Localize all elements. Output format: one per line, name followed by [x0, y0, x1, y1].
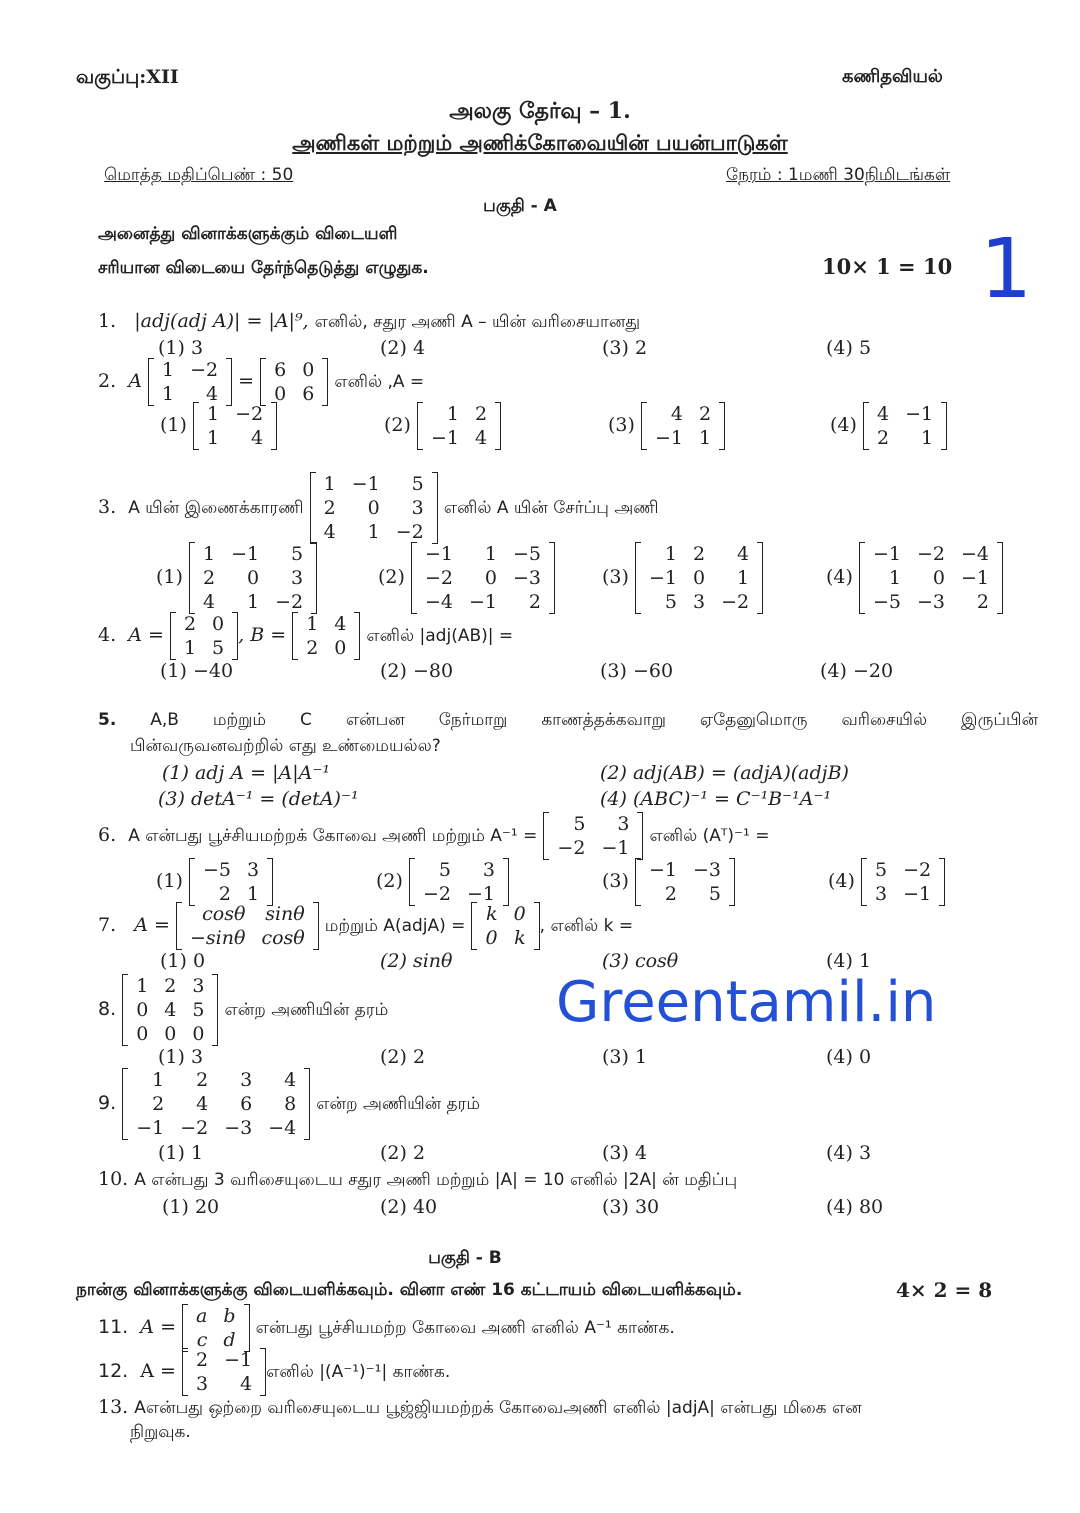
test-title: அலகு தேர்வு – 1.	[449, 98, 631, 124]
q13-number: 13.	[98, 1396, 129, 1418]
q3-number: 3.	[98, 496, 117, 518]
q1-option-1: (1) 3	[158, 337, 204, 359]
question-1	[98, 310, 640, 334]
q12-matrix: 2 −1 3 4	[182, 1348, 266, 1396]
q6-matrix: 5 3 −2 −1	[543, 812, 643, 860]
q8-text: என்ற அணியின் தரம்	[224, 1000, 389, 1020]
q2-matrix-right: 6 0 0 6	[260, 358, 328, 406]
q6-option-1: (1) −5 3 2 1	[156, 858, 273, 906]
q4-option-3: (3) −60	[600, 660, 674, 682]
q1-expression: |adj(adj A)| = |A|⁹,	[134, 310, 309, 332]
q4-option-1: (1) −40	[160, 660, 234, 682]
question-8	[98, 974, 388, 1046]
q10-number: 10.	[98, 1168, 129, 1190]
page-number: 1	[980, 222, 1033, 317]
question-4: 4. A = 2 0 1 5 , B = 1 4 2 0 எனில் |adj(AB)| =	[98, 613, 514, 659]
q3-option-1: (1) 1 −1 5 2 0 3 4 1 −2	[156, 542, 317, 614]
q9-text: என்ற அணியின் தரம்	[316, 1094, 481, 1114]
q2-number: 2.	[98, 370, 117, 392]
part-a-instruction-2: சரியான விடையை தேர்ந்தெடுத்து எழுதுக.	[98, 258, 429, 278]
watermark: Greentamil.in	[556, 970, 937, 1035]
q11-number: 11.	[98, 1316, 129, 1338]
exam-time: நேரம் : 1மணி 30நிமிடங்கள்	[726, 165, 951, 185]
q7-number: 7.	[98, 914, 117, 936]
q2-option-3: (3) 4 2 −1 1	[608, 402, 725, 450]
q7-mid: மற்றும் A(adjA) =	[324, 916, 466, 936]
q6-option-2: (2) 5 3 −2 −1	[376, 858, 509, 906]
q4-matrix-a: 2 0 1 5	[170, 612, 238, 660]
part-a-title: பகுதி - A	[483, 196, 557, 216]
q8-number: 8.	[98, 998, 117, 1020]
q12-number: 12.	[98, 1360, 129, 1382]
q5-option-3: (3) detA⁻¹ = (detA)⁻¹	[158, 788, 359, 810]
q9-option-4: (4) 3	[826, 1142, 872, 1164]
q5-option-2: (2) adj(AB) = (adjA)(adjB)	[600, 762, 849, 784]
q7-text: , எனில் k =	[539, 916, 634, 936]
q3-pre: A யின் இணைக்காரணி	[128, 498, 304, 518]
q7-matrix-k: k 0 0 k	[471, 902, 539, 950]
q3-option-2: (2) −1 1 −5 −2 0 −3 −4 −1 2	[378, 542, 555, 614]
q6-option-3: (3) −1 −3 2 5	[602, 858, 735, 906]
q13-line-1: Aஎன்பது ஒற்றை வரிசையுடைய பூஜ்ஜியமற்றக் கோவைஅணி எனில் |adjA| என்பது மிகை என	[134, 1398, 862, 1418]
question-10	[98, 1168, 737, 1192]
question-9	[98, 1068, 480, 1140]
q6-number: 6.	[98, 824, 117, 846]
q9-option-3: (3) 4	[602, 1142, 648, 1164]
q9-option-1: (1) 1	[158, 1142, 204, 1164]
q4-matrix-b: 1 4 2 0	[292, 612, 360, 660]
q10-text: A என்பது 3 வரிசையுடைய சதுர அணி மற்றும் |A| = 10 எனில் |2A| ன் மதிப்பு	[134, 1170, 738, 1190]
q7-option-2: (2) sinθ	[380, 950, 453, 972]
q7-option-1: (1) 0	[160, 950, 206, 972]
q4-option-2: (2) −80	[380, 660, 454, 682]
question-12: 12. A = 2 −1 3 4 எனில் |(A⁻¹)⁻¹| காண்க.	[98, 1349, 451, 1395]
q7-option-3: (3) cosθ	[602, 950, 679, 972]
q2-option-4: (4) 4 −1 2 1	[830, 402, 947, 450]
q6-pre: A என்பது பூச்சியமற்றக் கோவை அணி மற்றும் A⁻¹ =	[128, 826, 538, 846]
q1-option-2: (2) 4	[380, 337, 426, 359]
q11-matrix: a b c d	[182, 1304, 250, 1352]
question-7: 7. A = cosθ sinθ −sinθ cosθ மற்றும் A(adjA) = k 0 0 k , எனில் k =	[98, 903, 634, 949]
subject-label: கணிதவியல்	[842, 66, 943, 87]
q11-text: என்பது பூச்சியமற்ற கோவை அணி எனில் A⁻¹ காண்க.	[255, 1318, 675, 1338]
q3-option-3: (3) 1 2 4 −1 0 1 5 3 −2	[602, 542, 763, 614]
question-3	[98, 472, 659, 544]
q7-matrix-a: cosθ sinθ −sinθ cosθ	[176, 902, 319, 950]
class-label: வகுப்பு:XII	[76, 66, 179, 88]
q1-number: 1.	[98, 310, 117, 332]
q12-text: எனில் |(A⁻¹)⁻¹| காண்க.	[266, 1362, 451, 1382]
part-b-instruction: நான்கு வினாக்களுக்கு விடையளிக்கவும். வினா எண் 16 கட்டாயம் விடையளிக்கவும்.	[76, 1280, 743, 1300]
q8-option-3: (3) 1	[602, 1046, 648, 1068]
q2-matrix-left: 1 −2 1 4	[148, 358, 232, 406]
part-b-title: பகுதி - B	[428, 1248, 502, 1268]
q8-matrix: 1 2 3 0 4 5 0 0 0	[122, 974, 218, 1046]
unit-title: அணிகள் மற்றும் அணிக்கோவையின் பயன்பாடுகள்	[292, 130, 788, 155]
q5-number: 5.	[98, 710, 117, 730]
q9-number: 9.	[98, 1092, 117, 1114]
q7-option-4: (4) 1	[826, 950, 872, 972]
q4-number: 4.	[98, 624, 117, 646]
part-a-instruction-1: அனைத்து வினாக்களுக்கும் விடையளி	[98, 224, 398, 244]
q10-option-4: (4) 80	[826, 1196, 884, 1218]
q9-matrix: 1 2 3 4 2 4 6 8 −1 −2 −3 −4	[122, 1068, 310, 1140]
q13-line-2: நிறுவுக.	[130, 1422, 191, 1442]
q8-option-1: (1) 3	[158, 1046, 204, 1068]
q8-option-2: (2) 2	[380, 1046, 426, 1068]
q1-option-3: (3) 2	[602, 337, 648, 359]
q1-text: எனில், சதுர அணி A – யின் வரிசையானது	[314, 312, 641, 332]
q5-option-4: (4) (ABC)⁻¹ = C⁻¹B⁻¹A⁻¹	[600, 788, 832, 810]
q10-option-1: (1) 20	[162, 1196, 220, 1218]
q9-option-2: (2) 2	[380, 1142, 426, 1164]
q4-option-4: (4) −20	[820, 660, 894, 682]
question-11: 11. A = a b c d என்பது பூச்சியமற்ற கோவை அணி எனில் A⁻¹ காண்க.	[98, 1305, 675, 1351]
part-b-marks: 4× 2 = 8	[896, 1278, 993, 1302]
q4-text: எனில் |adj(AB)| =	[366, 626, 514, 646]
q10-option-3: (3) 30	[602, 1196, 660, 1218]
q2-option-2: (2) 1 2 −1 4	[384, 402, 501, 450]
q1-option-4: (4) 5	[826, 337, 872, 359]
question-5	[98, 710, 1038, 732]
part-a-marks: 10× 1 = 10	[822, 254, 953, 279]
q10-option-2: (2) 40	[380, 1196, 438, 1218]
q3-option-4: (4) −1 −2 −4 1 0 −1 −5 −3 2	[826, 542, 1003, 614]
q5-option-1: (1) adj A = |A|A⁻¹	[162, 762, 330, 784]
q3-text: எனில் A யின் சேர்ப்பு அணி	[443, 498, 659, 518]
q5-line-1: A,B மற்றும் C என்பன நேர்மாறு காணத்தக்கவாறு ஏதேனுமொரு வரிசையில் இருப்பின்	[150, 710, 1038, 730]
q8-option-4: (4) 0	[826, 1046, 872, 1068]
q2-text: எனில் ,A =	[334, 372, 425, 392]
q2-option-1: (1) 1 −2 1 4	[160, 402, 277, 450]
q6-text: எனில் (Aᵀ)⁻¹ =	[649, 826, 770, 846]
total-marks: மொத்த மதிப்பெண் : 50	[104, 165, 294, 185]
q3-cofactor-matrix: 1 −1 5 2 0 3 4 1 −2	[310, 472, 438, 544]
q5-line-2: பின்வருவனவற்றில் எது உண்மையல்ல?	[130, 736, 441, 756]
question-6	[98, 812, 770, 860]
question-2: 2. A 1 −2 1 4 = 6 0 0 6 எனில் ,A =	[98, 359, 425, 405]
question-13	[98, 1396, 862, 1420]
q6-option-4: (4) 5 −2 3 −1	[828, 858, 945, 906]
